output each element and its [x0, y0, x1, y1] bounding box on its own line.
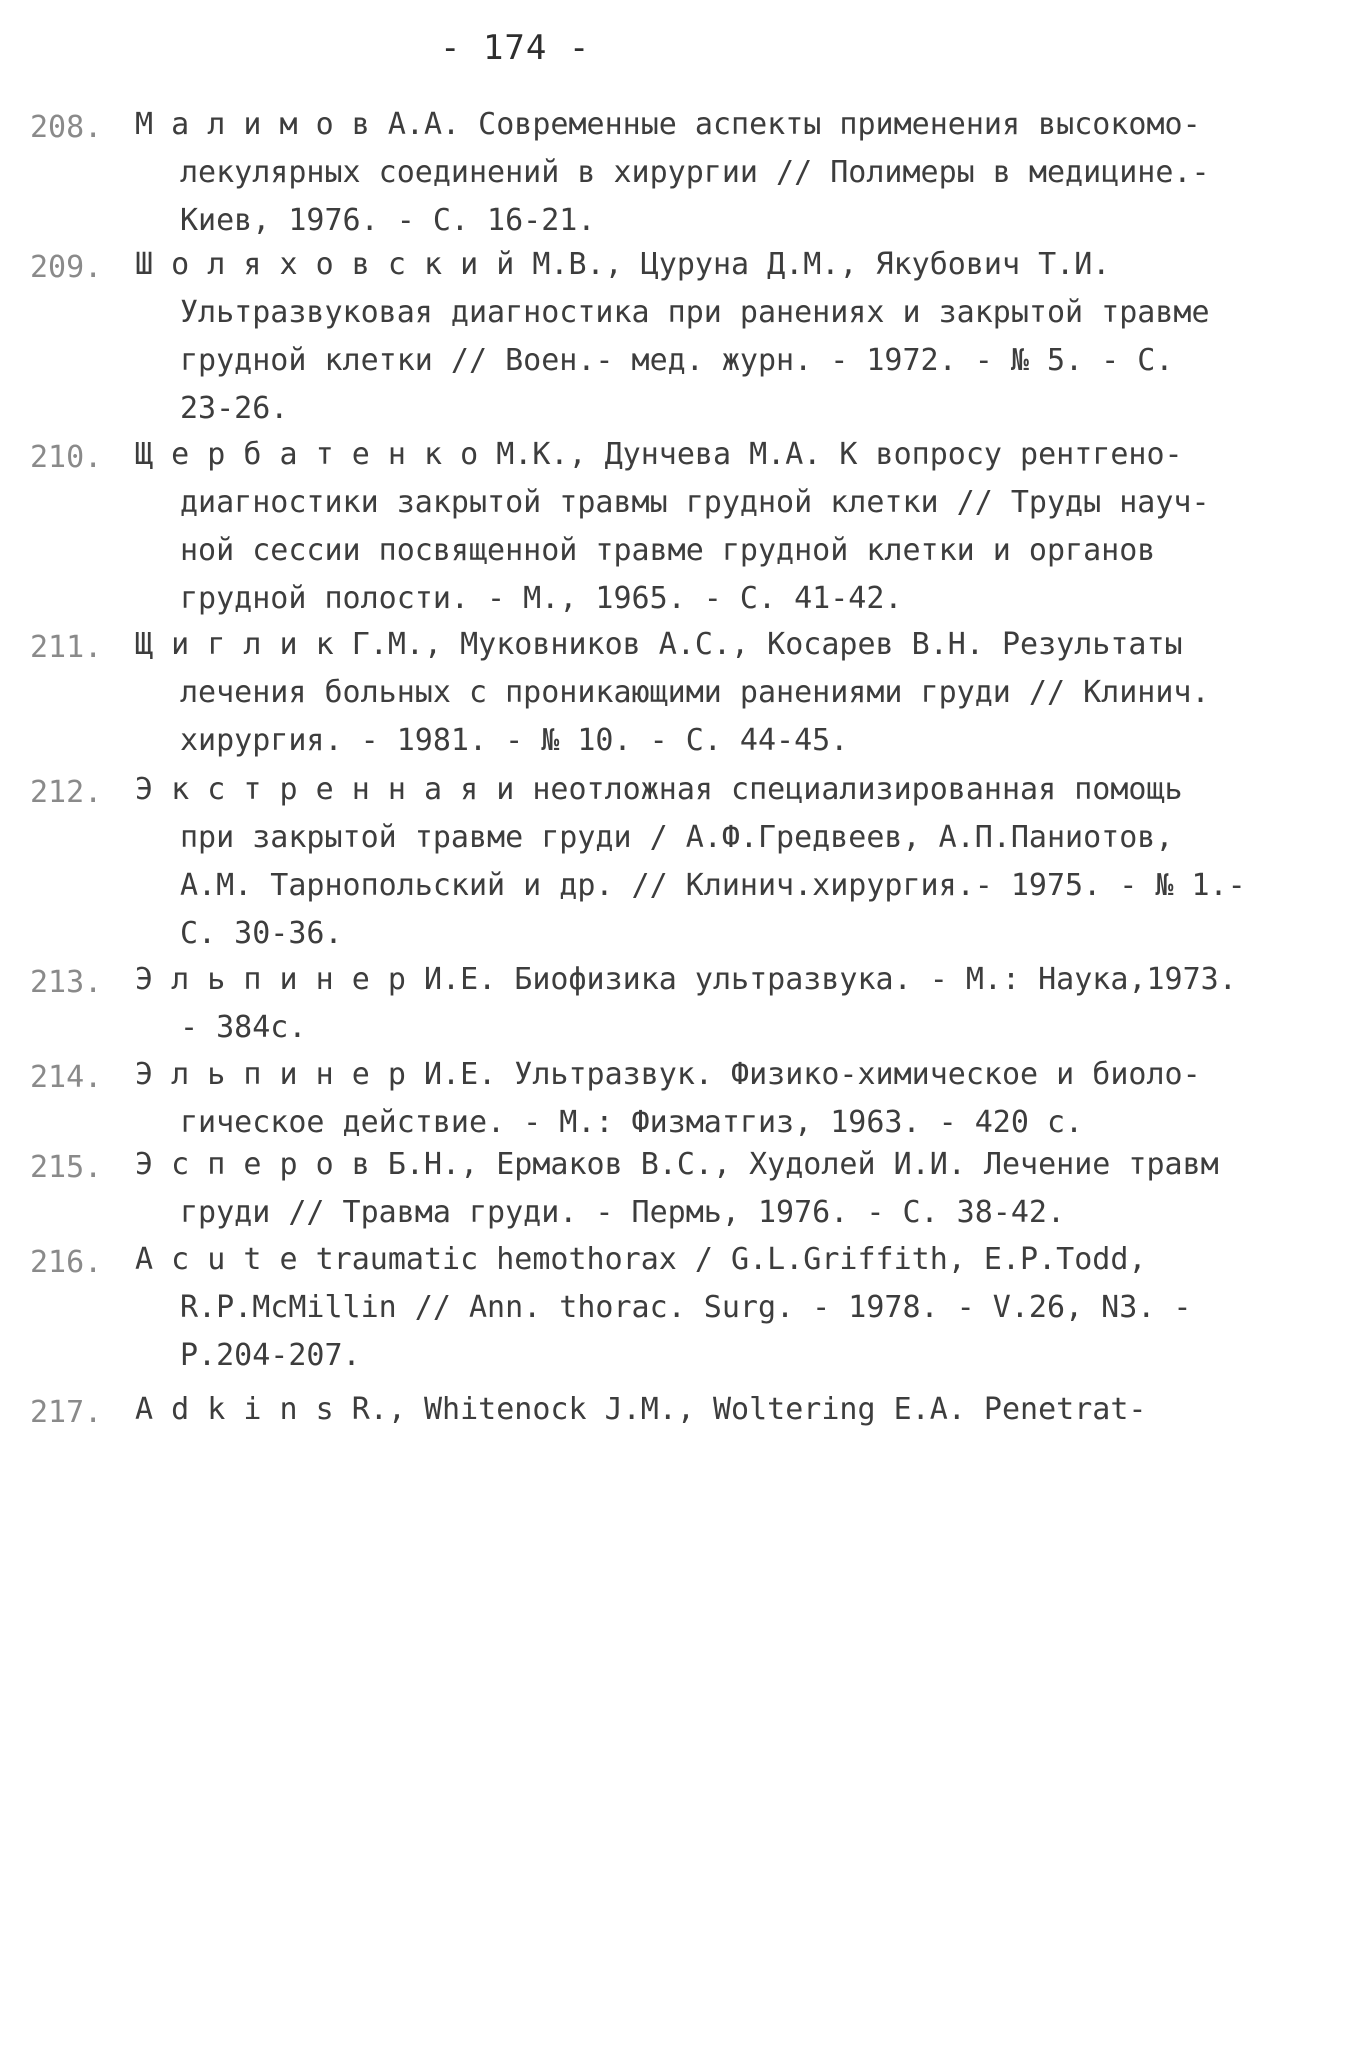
reference-text-line: P.204-207. — [180, 1338, 361, 1373]
reference-text-line: гическое действие. - М.: Физматгиз, 1963. - 420 с. — [180, 1105, 1084, 1140]
reference-text-line: Щ и г л и к Г.М., Муковников А.С., Косарев В.Н. Результаты — [135, 627, 1183, 662]
reference-text-line: Киев, 1976. - С. 16-21. — [180, 203, 596, 238]
reference-text-line: - 384с. — [180, 1010, 307, 1045]
reference-text-line: R.P.McMillin // Ann. thorac. Surg. - 1978. - V.26, N3. - — [180, 1290, 1192, 1325]
reference-number: 209. — [30, 250, 103, 285]
reference-number: 215. — [30, 1150, 103, 1185]
reference-text-line: лечения больных с проникающими ранениями груди // Клинич. — [180, 675, 1210, 710]
reference-number: 210. — [30, 440, 103, 475]
reference-text-line: грудной полости. - М., 1965. - С. 41-42. — [180, 581, 903, 616]
reference-text-line: груди // Травма груди. - Пермь, 1976. - С. 38-42. — [180, 1195, 1066, 1230]
reference-text-line: A d k i n s R., Whitenock J.M., Woltering E.A. Penetrat- — [135, 1392, 1147, 1427]
reference-text-line: М а л и м о в А.А. Современные аспекты применения высокомо- — [135, 107, 1201, 142]
reference-text-line: А.М. Тарнопольский и др. // Клинич.хирургия.- 1975. - № 1.- — [180, 868, 1246, 903]
reference-text-line: A c u t e traumatic hemothorax / G.L.Griffith, E.P.Todd, — [135, 1242, 1147, 1277]
reference-text-line: С. 30-36. — [180, 916, 343, 951]
reference-text-line: Ш о л я х о в с к и й М.В., Цуруна Д.М., Якубович Т.И. — [135, 247, 1111, 282]
reference-text-line: Э л ь п и н е р И.Е. Биофизика ультразвука. - М.: Наука,1973. — [135, 962, 1237, 997]
reference-text-line: при закрытой травме груди / А.Ф.Гредвеев, А.П.Паниотов, — [180, 820, 1174, 855]
reference-text-line: диагностики закрытой травмы грудной клетки // Труды науч- — [180, 485, 1210, 520]
reference-text-line: Э л ь п и н е р И.Е. Ультразвук. Физико-химическое и биоло- — [135, 1057, 1201, 1092]
reference-text-line: грудной клетки // Воен.- мед. журн. - 1972. - № 5. - С. — [180, 343, 1174, 378]
reference-number: 214. — [30, 1060, 103, 1095]
reference-text-line: ной сессии посвященной травме грудной клетки и органов — [180, 533, 1156, 568]
reference-text-line: лекулярных соединений в хирургии // Полимеры в медицине.- — [180, 155, 1210, 190]
page-number: - 174 - — [440, 28, 591, 68]
reference-number: 217. — [30, 1395, 103, 1430]
reference-number: 208. — [30, 110, 103, 145]
reference-text-line: Щ е р б а т е н к о М.К., Дунчева М.А. К вопросу рентгено- — [135, 437, 1183, 472]
reference-text-line: Ультразвуковая диагностика при ранениях и закрытой травме — [180, 295, 1210, 330]
reference-text-line: 23-26. — [180, 391, 289, 426]
reference-text-line: Э с п е р о в Б.Н., Ермаков В.С., Худолей И.И. Лечение травм — [135, 1147, 1219, 1182]
reference-number: 213. — [30, 965, 103, 1000]
reference-number: 211. — [30, 630, 103, 665]
reference-number: 212. — [30, 775, 103, 810]
reference-text-line: Э к с т р е н н а я и неотложная специализированная помощь — [135, 772, 1183, 807]
reference-text-line: хирургия. - 1981. - № 10. - С. 44-45. — [180, 723, 849, 758]
reference-number: 216. — [30, 1245, 103, 1280]
